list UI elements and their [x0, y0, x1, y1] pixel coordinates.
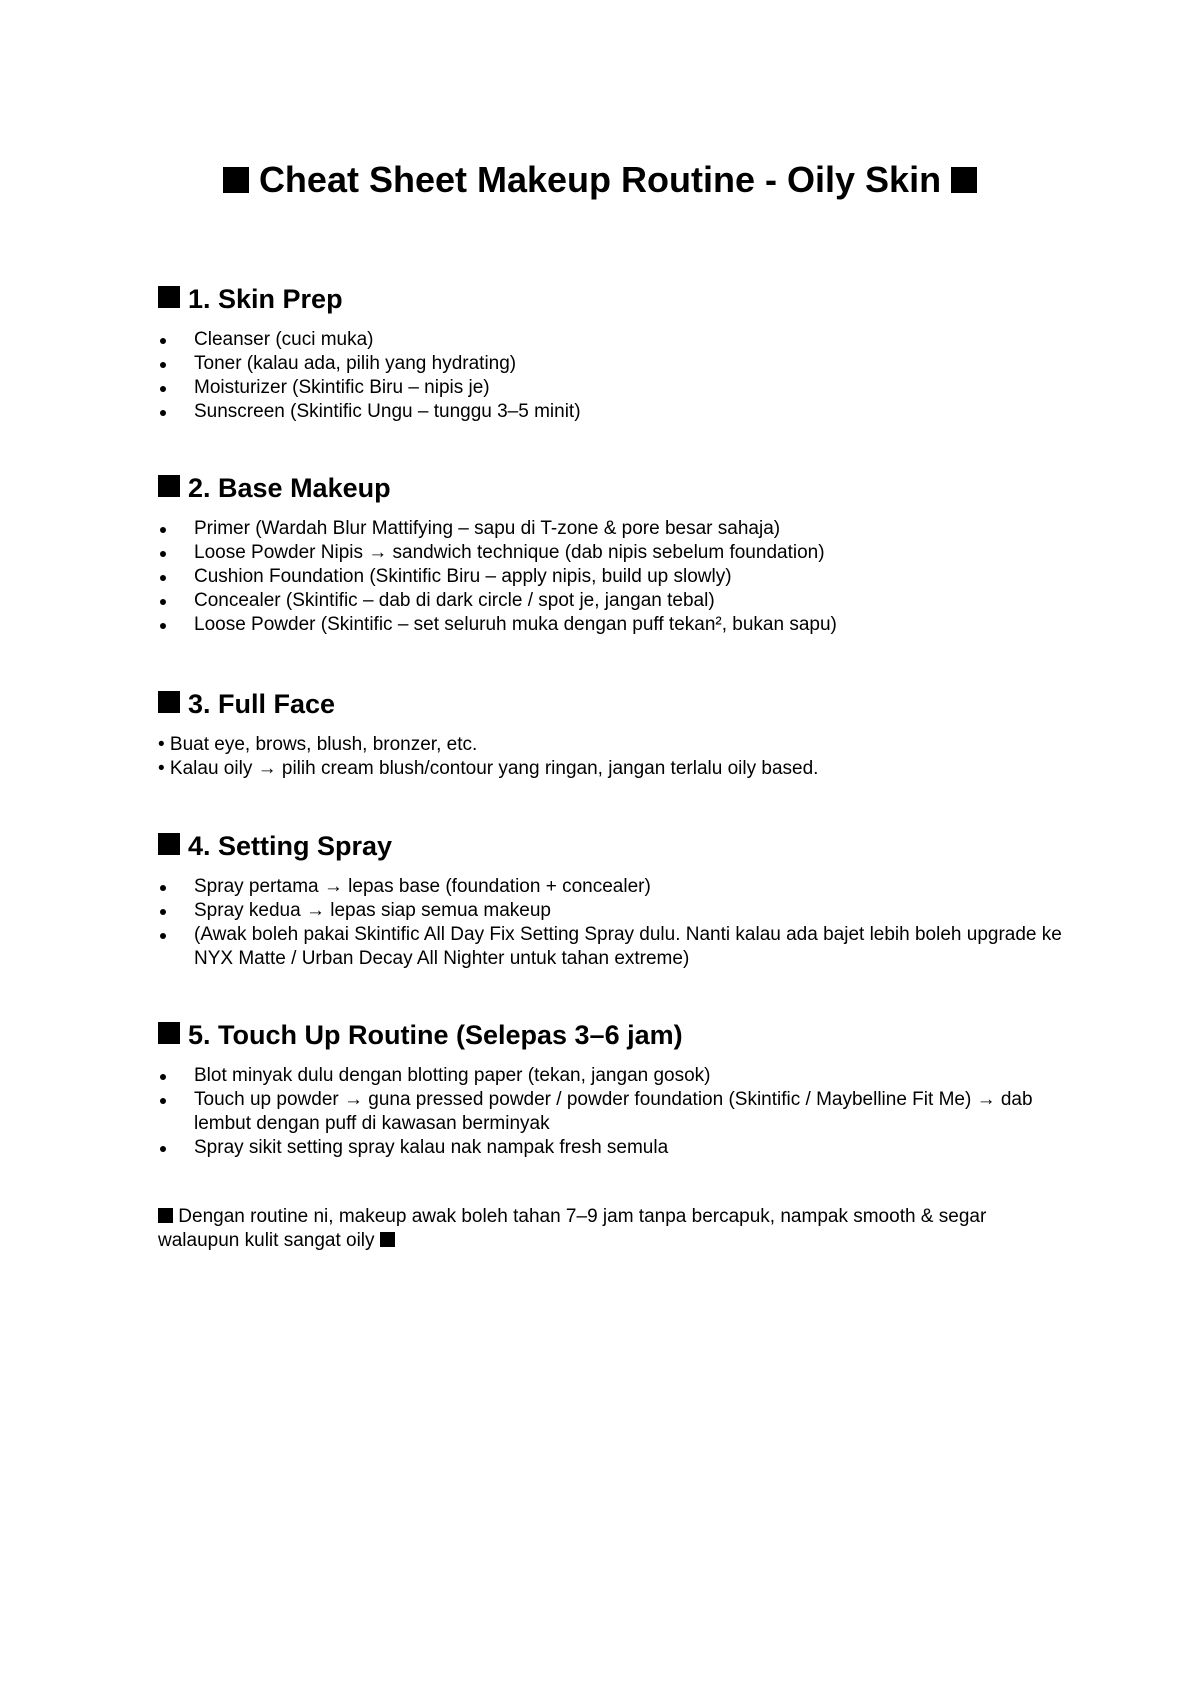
- list-item: [158, 589, 1084, 613]
- bullet-icon: [160, 599, 166, 605]
- bullet-icon: [160, 933, 166, 939]
- section-heading-text: 1. Skin Prep: [188, 284, 343, 314]
- bullet-icon: [160, 338, 166, 344]
- list-item: [158, 1136, 1084, 1160]
- list-item: [158, 565, 1084, 589]
- bullet-list: [158, 328, 1058, 424]
- list-item-text: Loose Powder (Skintific – set seluruh muka dengan puff tekan², bukan sapu): [194, 614, 837, 635]
- list-item-text: Sunscreen (Skintific Ungu – tunggu 3–5 minit): [194, 401, 581, 422]
- bullet-icon: [160, 1074, 166, 1080]
- section-full-face: [158, 687, 1058, 781]
- bullet-icon: [160, 362, 166, 368]
- closing-note-text: Dengan routine ni, makeup awak boleh tahan 7–9 jam tanpa bercapuk, nampak smooth & segar walaupun kulit sangat oily: [158, 1206, 987, 1251]
- section-touch-up-routine: [158, 1018, 1058, 1160]
- closing-note: [158, 1205, 1058, 1253]
- list-item-text: Spray sikit setting spray kalau nak nampak fresh semula: [194, 1137, 669, 1158]
- bullet-icon: [160, 623, 166, 629]
- list-item: [158, 875, 1084, 899]
- list-item-text: Moisturizer (Skintific Biru – nipis je): [194, 377, 490, 398]
- bullet-icon: [160, 575, 166, 581]
- list-item: [158, 1064, 1084, 1088]
- list-item: [158, 1088, 1084, 1136]
- bullet-list: [158, 875, 1062, 971]
- section-heading: [158, 829, 1058, 863]
- section-heading: [158, 687, 1058, 721]
- black-square-icon: [951, 167, 977, 193]
- bullet-list: [158, 517, 1058, 637]
- black-square-icon: [380, 1232, 395, 1247]
- black-square-icon: [158, 286, 180, 308]
- black-square-icon: [158, 475, 180, 497]
- bullet-icon: [160, 551, 166, 557]
- section-heading-text: 4. Setting Spray: [188, 831, 393, 861]
- bullet-icon: [160, 527, 166, 533]
- bullet-icon: [160, 386, 166, 392]
- section-skin-prep: [158, 282, 1058, 424]
- list-item-text: Loose Powder Nipis → sandwich technique (dab nipis sebelum foundation): [194, 542, 825, 563]
- document-title-text: Cheat Sheet Makeup Routine - Oily Skin: [258, 159, 942, 200]
- list-item: [158, 899, 1084, 923]
- bullet-icon: [160, 410, 166, 416]
- bullet-icon: [160, 1146, 166, 1152]
- black-square-icon: [158, 1022, 180, 1044]
- black-square-icon: [223, 167, 249, 193]
- list-item-text: Spray pertama → lepas base (foundation + concealer): [194, 876, 651, 897]
- bullet-icon: [160, 1098, 166, 1104]
- list-item: [158, 613, 1084, 637]
- list-item: [158, 541, 1084, 565]
- text-line: • Kalau oily → pilih cream blush/contour yang ringan, jangan terlalu oily based.: [158, 758, 819, 779]
- list-item-text: Blot minyak dulu dengan blotting paper (tekan, jangan gosok): [194, 1065, 711, 1086]
- black-square-icon: [158, 833, 180, 855]
- list-item: [158, 400, 1084, 424]
- section-base-makeup: [158, 471, 1058, 637]
- list-item: [158, 517, 1084, 541]
- list-item: [158, 352, 1084, 376]
- list-item-text: Cleanser (cuci muka): [194, 329, 374, 350]
- bullet-list: [158, 1064, 1058, 1160]
- section-setting-spray: [158, 829, 1062, 971]
- list-item: [158, 328, 1084, 352]
- section-heading-text: 5. Touch Up Routine (Selepas 3–6 jam): [188, 1020, 683, 1050]
- text-lines: [158, 733, 1058, 781]
- black-square-icon: [158, 1208, 173, 1223]
- list-item-text: Toner (kalau ada, pilih yang hydrating): [194, 353, 517, 374]
- list-item-text: Cushion Foundation (Skintific Biru – apply nipis, build up slowly): [194, 566, 732, 587]
- text-line: • Buat eye, brows, blush, bronzer, etc.: [158, 734, 478, 755]
- list-item: [158, 923, 1084, 971]
- list-item: [158, 376, 1084, 400]
- black-square-icon: [158, 691, 180, 713]
- document-title: [0, 158, 1200, 202]
- section-heading-text: 3. Full Face: [188, 689, 336, 719]
- bullet-icon: [160, 909, 166, 915]
- list-item-text: Concealer (Skintific – dab di dark circle / spot je, jangan tebal): [194, 590, 715, 611]
- section-heading: [158, 1018, 1058, 1052]
- list-item-text: Primer (Wardah Blur Mattifying – sapu di T-zone & pore besar sahaja): [194, 518, 781, 539]
- section-heading-text: 2. Base Makeup: [188, 473, 391, 503]
- section-heading: [158, 471, 1058, 505]
- list-item-text: Spray kedua → lepas siap semua makeup: [194, 900, 551, 921]
- list-item-text: (Awak boleh pakai Skintific All Day Fix Setting Spray dulu. Nanti kalau ada bajet lebih boleh upgrade ke NYX Matte / Urban Decay All Nighter untuk tahan extreme): [194, 924, 1062, 969]
- list-item-text: Touch up powder → guna pressed powder / powder foundation (Skintific / Maybelline Fit Me) → dab lembut dengan puff di kawasan berminyak: [194, 1089, 1033, 1134]
- section-heading: [158, 282, 1058, 316]
- bullet-icon: [160, 885, 166, 891]
